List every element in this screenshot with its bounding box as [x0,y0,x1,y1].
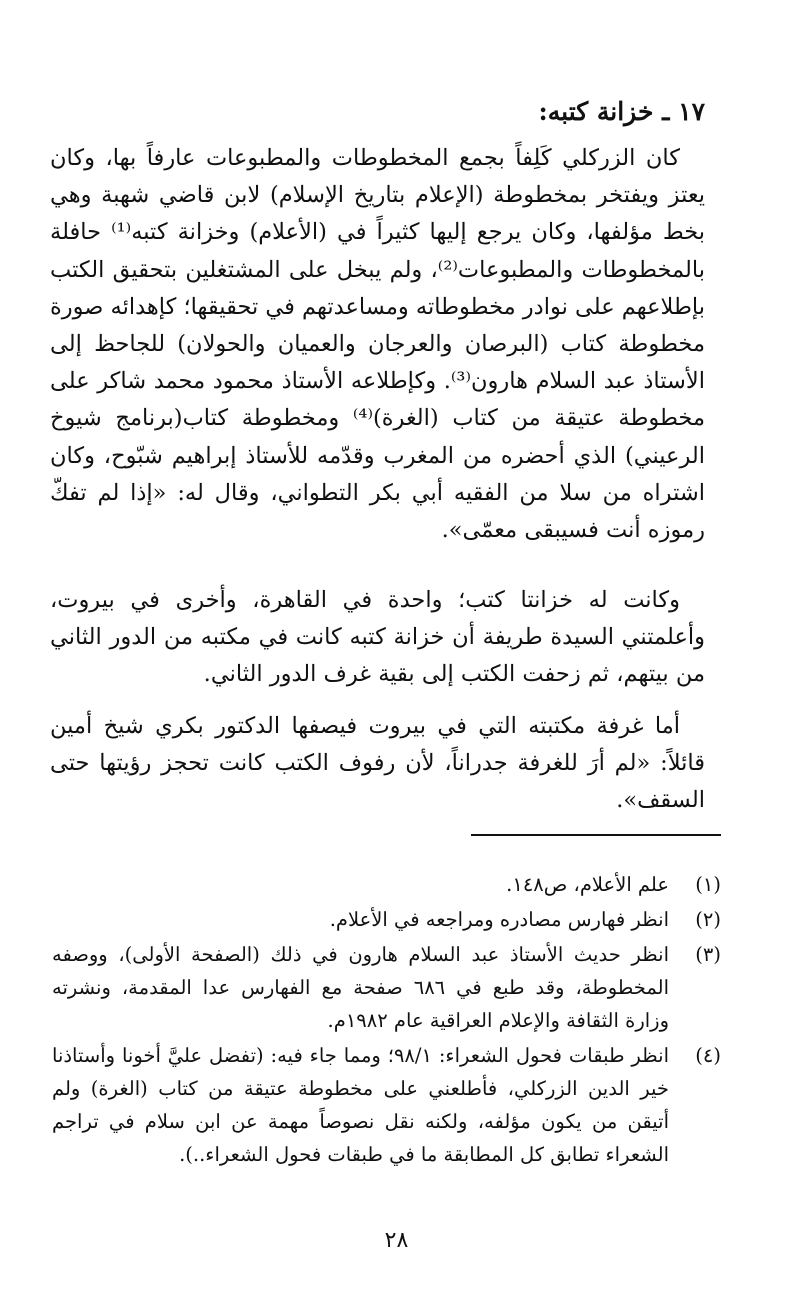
footnote-number: (٤) [695,1044,721,1067]
page-number: ٢٨ [384,1228,409,1253]
footnote-1 [52,868,721,901]
section-heading: ١٧ ـ خزانة كتبه: [538,97,705,126]
footnote-text: انظر فهارس مصادره ومراجعه في الأعلام. [329,908,669,931]
paragraph-1: كان الزركلي كَلِفاً بجمع المخطوطات والمطبوعات عارفاً بها، وكان يعتز ويفتخر بمخطوطة (الإعلام بتاريخ الإسلام) لابن قاضي شهبة وهي بخط مؤلفها، وكان يرجع إليها كثيراً في (الأعلام) وخزانة كتبه⁽¹⁾ حافلة بالمخطوطات والمطبوعات⁽²⁾، ولم يبخل على المشتغلين بتحقيق الكتب بإطلاعهم على نوادر مخطوطاته ومساعدتهم في تحقيقها؛ كإهدائه صورة مخطوطة كتاب (البرصان والعرجان والعميان والحولان) للجاحظ إلى الأستاذ عبد السلام هارون⁽³⁾. وكإطلاعه الأستاذ محمود محمد شاكر على مخطوطة عتيقة من كتاب (الغرة)⁽⁴⁾ ومخطوطة كتاب(برنامج شيوخ الرعيني) الذي أحضره من المغرب وقدّمه للأستاذ إبراهيم شبّوح، وكان اشتراه من سلا من الفقيه أبي بكر التطواني، وقال له: «إذا لم تفكّ رموزه أنت فسيبقى معمّى». [50,145,706,544]
footnote-number: (٣) [695,943,721,966]
paragraph-2: وكانت له خزانتا كتب؛ واحدة في القاهرة، وأخرى في بيروت، وأعلمتني السيدة طريفة أن خزانة كتبه كانت في مكتبه من الدور الثاني من بيتهم، ثم زحفت الكتب إلى بقية غرف الدور الثاني. [50,587,705,688]
footnote-separator [471,834,721,836]
paragraph-3: أما غرفة مكتبته التي في بيروت فيصفها الدكتور بكري شيخ أمين قائلاً: «لم أرَ للغرفة جدراناً، لأن رفوف الكتب كانت تحجز رؤيتها حتى السقف». [50,713,705,814]
footnote-text: انظر حديث الأستاذ عبد السلام هارون في ذلك (الصفحة الأولى)، ووصفه المخطوطة، وقد طبع في ٦٨٦ صفحة مع الفهارس عدا المقدمة، ونشرته وزارة الثقافة والإعلام العراقية عام ١٩٨٢م. [52,943,669,1032]
footnote-text: انظر طبقات فحول الشعراء: ٩٨/١؛ ومما جاء فيه: (تفضل عليَّ أخونا وأستاذنا خير الدين الزركلي، فأطلعني على مخطوطة عتيقة من كتاب (الغرة) ولم أتيقن من يكون مؤلفه، ولكنه نقل نصوصاً مهمة عن ابن سلام في تراجم الشعراء تطابق كل المطابقة ما في طبقات فحول الشعراء..). [52,1044,669,1166]
footnotes-list [52,868,721,1173]
footnote-4 [52,1039,721,1171]
footnote-2 [52,903,721,936]
footnote-text: علم الأعلام، ص١٤٨. [506,873,669,896]
footnote-3 [52,938,721,1037]
footnote-number: (٢) [695,908,721,931]
footnote-number: (١) [695,873,721,896]
